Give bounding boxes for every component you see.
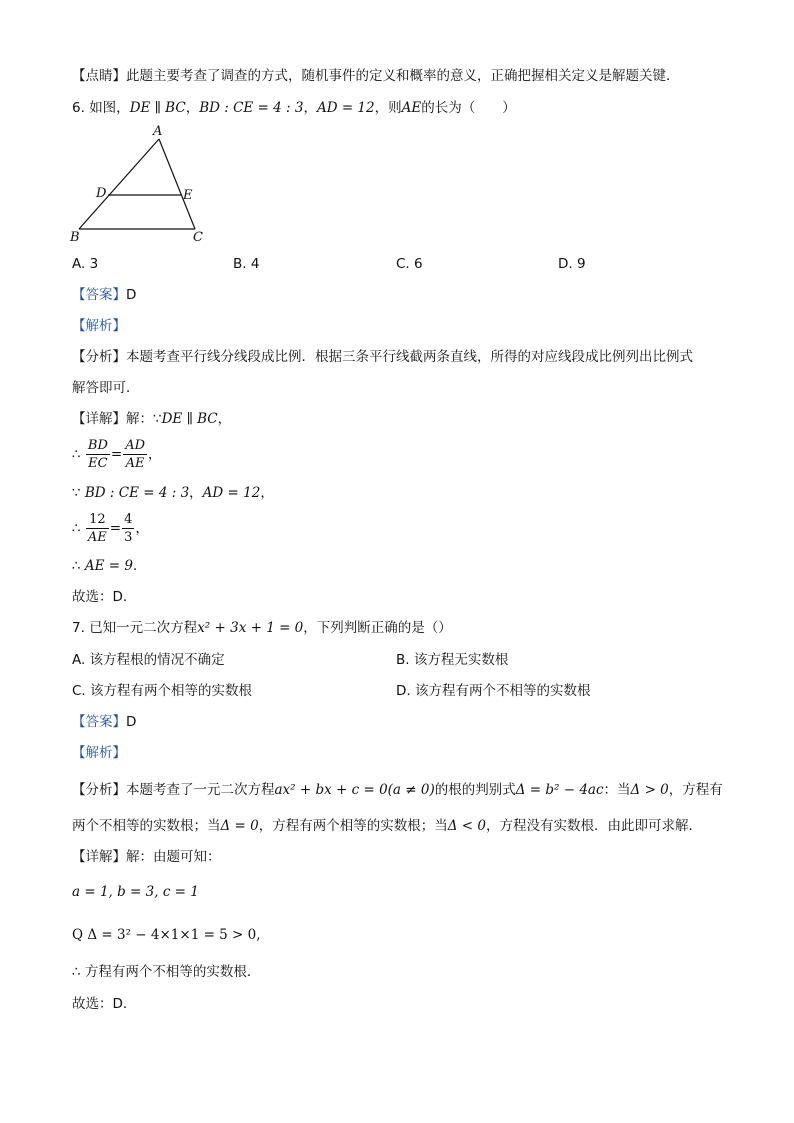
equals-sign: = [109, 520, 122, 537]
q6-detail-tag: 【详解】 [72, 411, 126, 427]
fraction-4-3 [122, 511, 134, 546]
q6-cond-parallel: DE ∥ BC [129, 100, 186, 116]
label-c: C [193, 230, 203, 245]
q7-answer-line [72, 713, 136, 731]
q7-fenxi-1c: ：当 [603, 782, 631, 798]
because-symbol: ∵ [72, 485, 81, 501]
q6-step3-math1: BD : CE = 4 : 3 [84, 485, 190, 501]
fraction-ad-ae [123, 437, 147, 472]
question-6-number: 6. [72, 100, 85, 116]
q6-option-a: A. 3 [72, 256, 99, 272]
q7-detail-line-1 [72, 848, 221, 866]
q7-fenxi-line-1 [72, 781, 723, 799]
q7-fenxi-2-math1: Δ = 0 [220, 818, 259, 834]
label-e: E [183, 188, 193, 203]
q6-analysis-tag: 【解析】 [72, 318, 126, 334]
q7-detail-tag: 【详解】 [72, 849, 126, 865]
q6-because-line [72, 484, 274, 502]
q7-fenxi-1a: 本题考查了一元二次方程 [126, 782, 275, 798]
equals-sign: = [110, 446, 123, 463]
q6-detail-1-math: DE ∥ BC [161, 411, 218, 427]
frac-num: 4 [124, 512, 133, 527]
q7-fenxi-2-math2: Δ < 0 [447, 818, 486, 834]
q7-delta-calculation: Q Δ = 3² − 4×1×1 = 5 > 0, [72, 927, 261, 943]
dianjing-text: 此题主要考查了调查的方式，随机事件的定义和概率的意义，正确把握相关定义是解题关键． [126, 68, 680, 84]
question-6-stem [72, 99, 516, 117]
q6-analysis-line [72, 317, 126, 335]
q6-fenxi-line-2 [72, 379, 140, 397]
q7-suffix: ，下列判断正确的是（） [303, 620, 452, 636]
q7-fenxi-2c: ，方程没有实数根．由此即可求解． [485, 818, 702, 834]
q7-answer: D [126, 714, 137, 730]
dianjing-tag: 【点睛】 [72, 68, 126, 84]
frac-num: BD [87, 438, 108, 453]
q7-option-c: C. 该方程有两个相等的实数根 [72, 683, 253, 699]
frac-den: 3 [124, 530, 133, 545]
q6-detail-1-post: ， [217, 411, 232, 427]
q7-option-d: D. 该方程有两个不相等的实数根 [396, 683, 591, 699]
q7-option-b: B. 该方程无实数根 [396, 652, 509, 668]
q7-equation: x² + 3x + 1 = 0 [197, 620, 304, 636]
comma: ， [260, 485, 274, 501]
q7-conclusion: ∴ 方程有两个不相等的实数根． [72, 964, 261, 980]
label-a: A [153, 124, 163, 139]
q7-fenxi-tag: 【分析】 [72, 782, 126, 798]
q6-cond-ad: AD = 12 [316, 100, 375, 116]
q6-fenxi-text-2: 解答即可． [72, 380, 140, 396]
comma: ， [135, 520, 149, 537]
q6-result-end: ． [132, 558, 147, 574]
dianjing-line [72, 67, 680, 85]
q7-fenxi-2a: 两个不相等的实数根；当 [72, 818, 221, 834]
q7-prefix: 已知一元二次方程 [89, 620, 198, 636]
q7-detail-1: 解：由题可知： [126, 849, 221, 865]
fraction-bd-ec [86, 437, 110, 472]
q6-var: AE [401, 100, 422, 116]
question-7-number: 7. [72, 620, 85, 636]
q6-sep: ， [185, 100, 200, 116]
q7-analysis-line [72, 744, 126, 762]
q6-answer-tag: 【答案】 [72, 287, 126, 303]
q6-proportion-line [72, 437, 162, 472]
therefore-symbol: ∴ [72, 446, 81, 463]
q7-option-a: A. 该方程根的情况不确定 [72, 652, 225, 668]
q6-fenxi-line-1 [72, 348, 693, 366]
q7-coefficients: a = 1, b = 3, c = 1 [72, 884, 199, 900]
comma: ， [189, 485, 203, 501]
q6-option-d: D. 9 [558, 256, 586, 272]
frac-num: 12 [86, 511, 109, 529]
question-7-stem [72, 619, 452, 637]
q6-sep: ， [303, 100, 317, 116]
q6-result-math: AE = 9 [84, 558, 133, 574]
frac-num: AD [125, 438, 145, 453]
q6-fenxi-tag: 【分析】 [72, 349, 126, 365]
q7-analysis-tag: 【解析】 [72, 745, 126, 761]
q6-fenxi-text-1: 本题考查平行线分线段成比例．根据三条平行线截两条直线，所得的对应线段成比例列出比例式 [126, 349, 693, 365]
q6-answer-line [72, 286, 136, 304]
q7-fenxi-1d: ，方程有 [668, 782, 723, 798]
q6-detail-line-1 [72, 410, 231, 428]
q6-suffix: 的长为（ ） [421, 100, 516, 116]
fraction-12-ae [86, 511, 109, 546]
q6-substitution-line [72, 511, 149, 546]
frac-den: AE [125, 456, 145, 471]
q6-choose-line: 故选：D． [72, 589, 137, 605]
q7-fenxi-1b: 的根的判别式 [434, 782, 516, 798]
frac-den: EC [88, 456, 108, 471]
therefore-symbol: ∴ [72, 520, 81, 537]
q6-option-b: B. 4 [233, 256, 260, 272]
q7-fenxi-2b: ，方程有两个相等的实数根；当 [258, 818, 448, 834]
q6-option-c: C. 6 [396, 256, 423, 272]
therefore-symbol: ∴ [72, 558, 81, 574]
q6-step3-math2: AD = 12 [202, 485, 261, 501]
q6-prefix: 如图， [89, 100, 130, 116]
q7-answer-tag: 【答案】 [72, 714, 126, 730]
triangle-figure [66, 122, 216, 248]
q6-cond-ratio: BD : CE = 4 : 3 [199, 100, 304, 116]
comma: ， [148, 446, 162, 463]
frac-den: AE [87, 530, 107, 545]
side-ab [79, 139, 159, 229]
q6-answer: D [126, 287, 137, 303]
q6-suffix-pre: ，则 [374, 100, 402, 116]
label-b: B [70, 230, 80, 245]
q6-result-line [72, 557, 146, 575]
q7-fenxi-line-2 [72, 817, 702, 835]
side-ac [159, 139, 195, 229]
q7-fenxi-1-math3: Δ > 0 [630, 782, 669, 798]
q7-fenxi-1-math2: Δ = b² − 4ac [515, 782, 604, 798]
label-d: D [96, 186, 107, 201]
q6-detail-1-pre: 解：∵ [126, 411, 162, 427]
q7-choose-line: 故选：D． [72, 996, 137, 1012]
q7-fenxi-1-math1: ax² + bx + c = 0(a ≠ 0) [274, 782, 435, 798]
